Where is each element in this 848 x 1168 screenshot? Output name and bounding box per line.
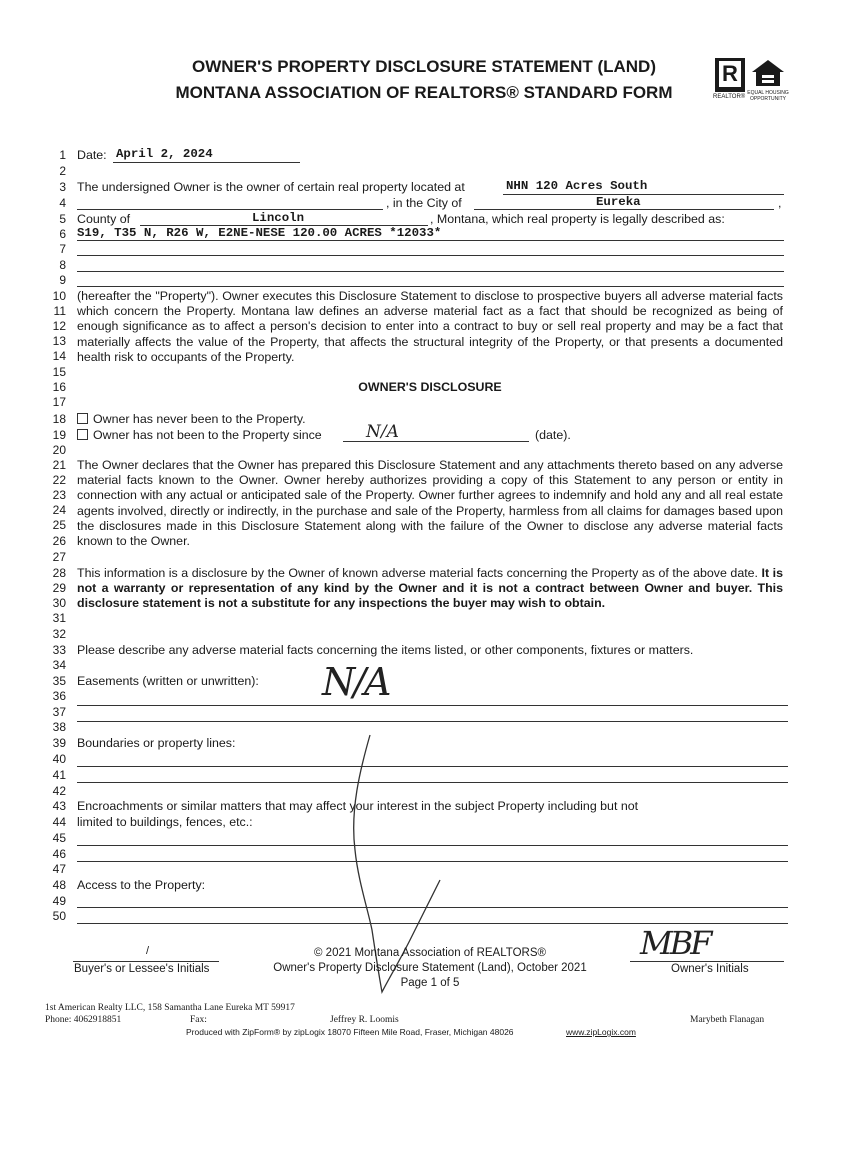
realtor-logo bbox=[715, 58, 745, 92]
line-number: 33 bbox=[52, 643, 66, 657]
form-title: OWNER'S PROPERTY DISCLOSURE STATEMENT (LAND) bbox=[192, 57, 656, 76]
line-number: 17 bbox=[52, 395, 66, 409]
line-number: 28 bbox=[52, 566, 66, 580]
realtor-logo-letter: R bbox=[719, 61, 741, 87]
not-been-date-field[interactable]: N/A bbox=[366, 422, 399, 442]
line-number: 47 bbox=[52, 862, 66, 876]
legal-desc-line bbox=[77, 240, 784, 241]
legal-desc-line bbox=[77, 255, 784, 256]
line-number: 12 bbox=[52, 319, 66, 333]
equal-housing-icon bbox=[750, 58, 786, 88]
line-number: 9 bbox=[59, 273, 66, 287]
line-number: 2 bbox=[59, 164, 66, 178]
line-number: 18 bbox=[52, 412, 66, 426]
county-field[interactable]: Lincoln bbox=[252, 211, 305, 225]
disclaimer-plain: This information is a disclosure by the Owner of known adverse material facts concerning the Property as of the above date. bbox=[77, 566, 758, 580]
never-been-checkbox[interactable] bbox=[77, 413, 88, 424]
produced-by: Produced with ZipForm® by zipLogix 18070 Fifteen Mile Road, Fraser, Michigan 48026 bbox=[186, 1027, 514, 1037]
page-indicator: Page 1 of 5 bbox=[400, 977, 460, 989]
line-number: 24 bbox=[52, 503, 66, 517]
line-number: 31 bbox=[52, 611, 66, 625]
city-label: , in the City of bbox=[386, 196, 462, 210]
disclaimer-bold: It is not a warranty or representation of any kind by the Owner and it is not a contract between Owner and buyer. This disclosure statement is not a substitute for any inspections the buyer may wish to obtain. bbox=[77, 566, 783, 611]
line-number: 22 bbox=[52, 473, 66, 487]
encroachments-label-cont: limited to buildings, fences, etc.: bbox=[77, 815, 253, 829]
city-field[interactable]: Eureka bbox=[596, 195, 641, 209]
line-number: 42 bbox=[52, 784, 66, 798]
line-number: 40 bbox=[52, 752, 66, 766]
not-been-option[interactable] bbox=[77, 428, 322, 443]
line-number: 30 bbox=[52, 596, 66, 610]
legal-desc-line bbox=[77, 271, 784, 272]
encroachments-label: Encroachments or similar matters that may affect your interest in the subject Property including but not bbox=[77, 799, 639, 813]
line-number: 45 bbox=[52, 831, 66, 845]
line-number: 25 bbox=[52, 518, 66, 532]
legal-desc-label: , Montana, which real property is legally described as: bbox=[430, 212, 725, 226]
line-number: 21 bbox=[52, 458, 66, 472]
buyer-initials-mark[interactable]: / bbox=[146, 945, 150, 957]
line-number: 43 bbox=[52, 799, 66, 813]
line-number: 38 bbox=[52, 720, 66, 734]
not-been-checkbox[interactable] bbox=[77, 429, 88, 440]
ziplogix-link[interactable]: www.zipLogix.com bbox=[566, 1027, 636, 1037]
line-number: 41 bbox=[52, 768, 66, 782]
owner-initials-label: Owner's Initials bbox=[671, 963, 749, 975]
property-definition-paragraph: (hereafter the "Property"). Owner executes this Disclosure Statement to disclose to prospective buyers all adverse material facts which concern the Property. Montana law defines an adverse material fact as a fact that should be recognized as being of enough significance as to affect a person's decision to enter into a contract to buy or sell real property and may be a fact that materially affects the value of the Property, that affects the structural integrity of the Property, or that presents a documented health risk to occupants of the Property. bbox=[77, 289, 783, 364]
not-been-label: Owner has not been to the Property since bbox=[93, 428, 322, 442]
line-number: 48 bbox=[52, 878, 66, 892]
client-name: Marybeth Flanagan bbox=[690, 1015, 765, 1025]
never-been-option[interactable] bbox=[77, 412, 306, 427]
date-label: Date: bbox=[77, 148, 107, 162]
date-suffix: (date). bbox=[535, 428, 571, 442]
line-number: 15 bbox=[52, 365, 66, 379]
easements-line bbox=[77, 721, 788, 722]
form-subtitle: MONTANA ASSOCIATION OF REALTORS® STANDARD FORM bbox=[175, 83, 673, 102]
access-label: Access to the Property: bbox=[77, 878, 206, 892]
line-number: 29 bbox=[52, 581, 66, 595]
date-underline bbox=[113, 162, 300, 163]
line-number: 3 bbox=[59, 180, 66, 194]
buyer-initials-label: Buyer's or Lessee's Initials bbox=[74, 963, 210, 975]
legal-desc-field[interactable]: S19, T35 N, R26 W, E2NE-NESE 120.00 ACRES *12033* bbox=[77, 226, 442, 240]
line-number: 8 bbox=[59, 258, 66, 272]
line-number: 10 bbox=[52, 289, 66, 303]
line-number: 26 bbox=[52, 534, 66, 548]
date-field[interactable]: April 2, 2024 bbox=[116, 147, 213, 161]
line-number: 37 bbox=[52, 705, 66, 719]
line-number: 6 bbox=[59, 227, 66, 241]
line-number: 5 bbox=[59, 212, 66, 226]
line-number: 32 bbox=[52, 627, 66, 641]
equal-housing-caption: EQUAL HOUSING OPPORTUNITY bbox=[747, 90, 789, 102]
line-number: 7 bbox=[59, 242, 66, 256]
line-number: 20 bbox=[52, 443, 66, 457]
county-label: County of bbox=[77, 212, 131, 226]
declaration-paragraph: The Owner declares that the Owner has prepared this Disclosure Statement and any attachments thereto based on any adverse material facts known to the Owner. Owner hereby authorizes providing a copy of this Statement to any person or entity in connection with any actual or anticipated sale of the Property. Owner further agrees to indemnify and hold any and all real estate agents involved, directly or indirectly, in the purchase and sale of the Property, harmless from all claims for damages based upon the disclosures made in this Disclosure Statement along with the failure of the Owner to disclose any adverse material facts known to the Owner. bbox=[77, 458, 783, 549]
describe-prompt: Please describe any adverse material facts concerning the items listed, or other components, fixtures or matters. bbox=[77, 643, 694, 657]
line-number: 27 bbox=[52, 550, 66, 564]
line-number: 23 bbox=[52, 488, 66, 502]
disclaimer-paragraph bbox=[77, 566, 783, 612]
line-number: 49 bbox=[52, 894, 66, 908]
realtor-logo-caption: REALTOR® bbox=[713, 94, 746, 100]
never-been-label: Owner has never been to the Property. bbox=[93, 412, 306, 426]
line-number: 44 bbox=[52, 815, 66, 829]
boundaries-label: Boundaries or property lines: bbox=[77, 736, 236, 750]
owner-initials-mark[interactable]: MBF bbox=[640, 924, 710, 962]
line-number: 46 bbox=[52, 847, 66, 861]
fax: Fax: bbox=[190, 1015, 207, 1025]
brokerage: 1st American Realty LLC, 158 Samantha Lane Eureka MT 59917 bbox=[45, 1003, 295, 1013]
line-number: 14 bbox=[52, 349, 66, 363]
easements-label: Easements (written or unwritten): bbox=[77, 674, 259, 688]
easements-line bbox=[77, 705, 788, 706]
line-number: 19 bbox=[52, 428, 66, 442]
address-underline bbox=[503, 194, 784, 195]
address-field[interactable]: NHN 120 Acres South bbox=[506, 179, 648, 193]
form-name: Owner's Property Disclosure Statement (Land), October 2021 bbox=[273, 962, 587, 974]
legal-desc-line bbox=[77, 286, 784, 287]
copyright: © 2021 Montana Association of REALTORS® bbox=[314, 947, 546, 959]
easements-answer[interactable]: N/A bbox=[322, 660, 390, 704]
agent-name: Jeffrey R. Loomis bbox=[330, 1015, 399, 1025]
line-number: 50 bbox=[52, 909, 66, 923]
phone: Phone: 4062918851 bbox=[45, 1015, 122, 1025]
line-number: 1 bbox=[59, 148, 66, 162]
line-number: 16 bbox=[52, 380, 66, 394]
section-heading: OWNER'S DISCLOSURE bbox=[358, 380, 502, 394]
line-number: 39 bbox=[52, 736, 66, 750]
footer-center bbox=[240, 946, 620, 991]
line-number: 35 bbox=[52, 674, 66, 688]
line-number: 13 bbox=[52, 334, 66, 348]
line-number: 36 bbox=[52, 689, 66, 703]
city-comma: , bbox=[778, 196, 782, 210]
line-number: 11 bbox=[53, 304, 66, 318]
address-underline-2 bbox=[77, 209, 383, 210]
line-number: 34 bbox=[52, 658, 66, 672]
city-underline bbox=[474, 209, 774, 210]
owner-intro: The undersigned Owner is the owner of certain real property located at bbox=[77, 180, 465, 194]
line-number: 4 bbox=[59, 196, 66, 210]
